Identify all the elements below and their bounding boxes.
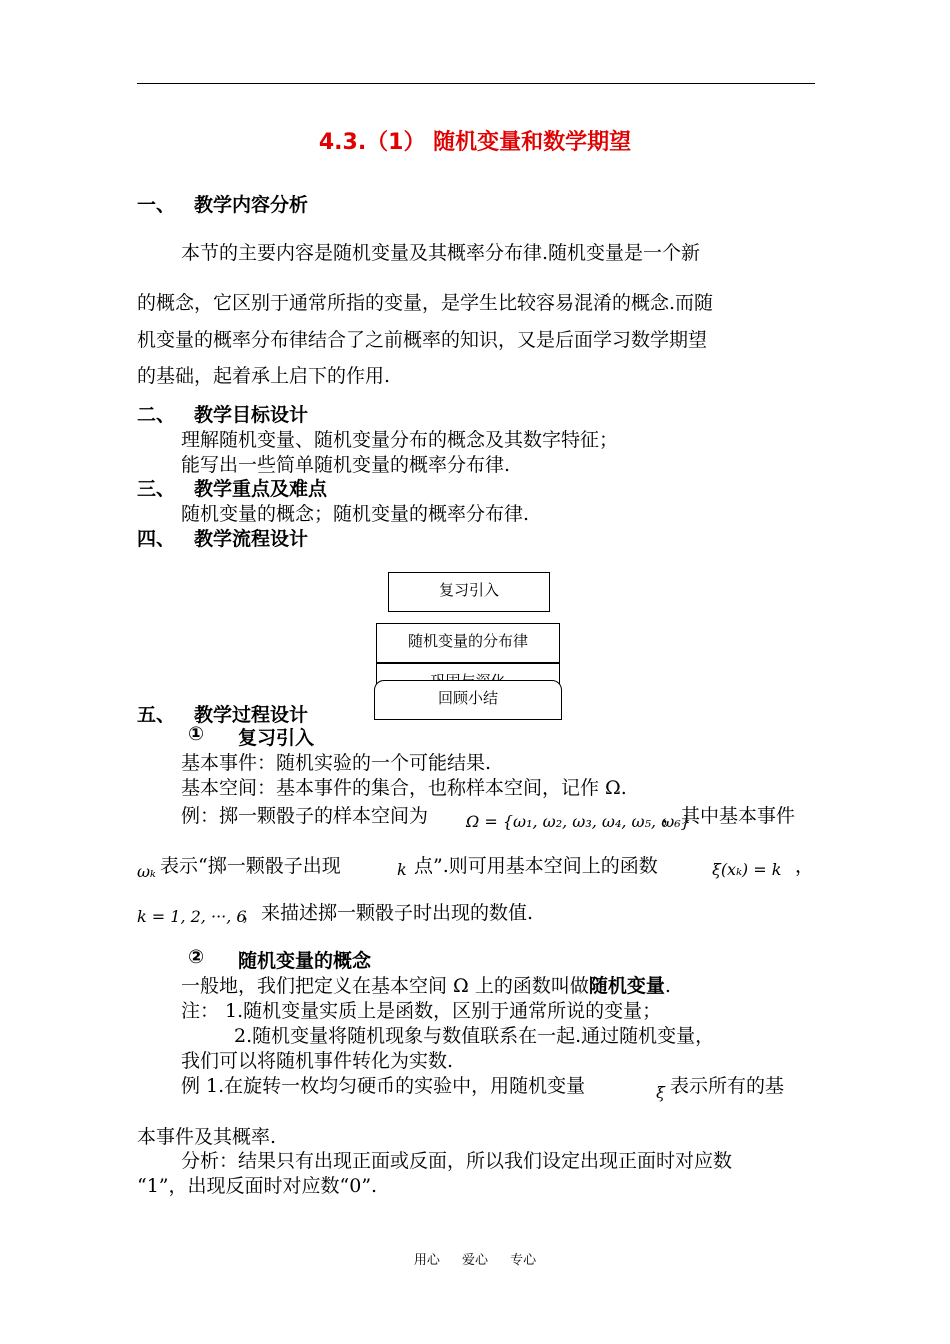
- subsection-2-heading: 随机变量的概念: [238, 950, 372, 972]
- paragraph-line: 表示“掷一颗骰子出现: [160, 855, 341, 877]
- section-1-heading: 教学内容分析: [194, 194, 309, 216]
- paragraph-line: 基本空间：基本事件的集合，也称样本空间，记作 Ω.: [181, 777, 627, 799]
- example-line: 本事件及其概率.: [137, 1126, 277, 1148]
- paragraph-line: ，来描述掷一颗骰子时出现的数值.: [242, 902, 534, 924]
- note-line: 我们可以将随机事件转化为实数.: [181, 1050, 454, 1072]
- subsection-2-number: ②: [188, 946, 205, 968]
- section-5-heading: 教学过程设计: [194, 704, 309, 726]
- subsection-1-number: ①: [188, 723, 205, 745]
- note-line: 注： 1.随机变量实质上是函数，区别于通常所说的变量；: [181, 1000, 662, 1022]
- definition-line: [181, 971, 671, 998]
- paragraph-line: ，: [795, 855, 815, 877]
- section-2-line: 理解随机变量、随机变量分布的概念及其数字特征；: [181, 429, 619, 451]
- page-title: 4.3.（1） 随机变量和数学期望: [318, 130, 632, 155]
- example-line: 例 1.在旋转一枚均匀硬币的实验中，用随机变量: [181, 1075, 586, 1097]
- math-sample-space: Ω = {ω₁, ω₂, ω₃, ω₄, ω₅, ω₆}: [466, 812, 691, 831]
- math-function: ξ(xₖ) = k: [712, 860, 782, 879]
- section-4-number: 四、: [137, 528, 176, 550]
- paragraph-line: ，其中基本事件: [662, 805, 796, 827]
- math-xi: ξ: [656, 1083, 665, 1102]
- analysis-line: “1”，出现反面时对应数“0”.: [137, 1175, 378, 1197]
- section-1-number: 一、: [137, 194, 176, 216]
- page-footer: 用心 爱心 专心: [413, 1253, 537, 1268]
- note-line: 2.随机变量将随机现象与数值联系在一起.通过随机变量，: [234, 1025, 715, 1047]
- section-2-heading: 教学目标设计: [194, 404, 309, 426]
- paragraph-line: 例：掷一颗骰子的样本空间为: [181, 805, 429, 827]
- flow-box-distribution: 随机变量的分布律: [376, 623, 560, 663]
- flow-box-review: 复习引入: [388, 572, 550, 612]
- subsection-1-heading: 复习引入: [238, 727, 315, 749]
- math-k-range: k = 1, 2, ···, 6: [137, 907, 247, 926]
- section-1-line: 的概念，它区别于通常所指的变量，是学生比较容易混淆的概念.而随: [137, 292, 714, 314]
- section-2-line: 能写出一些简单随机变量的概率分布律.: [181, 454, 511, 476]
- math-k: k: [397, 860, 407, 879]
- flow-box-summary: 回顾小结: [374, 680, 562, 720]
- section-3-line: 随机变量的概念；随机变量的概率分布律.: [181, 503, 530, 525]
- analysis-line: 分析：结果只有出现正面或反面，所以我们设定出现正面时对应数: [181, 1150, 733, 1172]
- section-1-line: 本节的主要内容是随机变量及其概率分布律.随机变量是一个新: [181, 242, 701, 264]
- paragraph-line: 基本事件：随机实验的一个可能结果.: [181, 752, 492, 774]
- math-omega-k: ωₖ: [137, 862, 156, 881]
- paragraph-line: 点”.则可用基本空间上的函数: [414, 855, 658, 877]
- definition-text: 一般地，我们把定义在基本空间 Ω 上的函数叫做: [181, 975, 589, 997]
- section-4-heading: 教学流程设计: [194, 528, 309, 550]
- example-line: 表示所有的基: [670, 1075, 785, 1097]
- header-rule: [137, 83, 815, 84]
- keyword-random-variable: 随机变量: [588, 975, 665, 997]
- section-1-line: 机变量的概率分布律结合了之前概率的知识，又是后面学习数学期望: [137, 329, 708, 351]
- section-5-number: 五、: [137, 704, 176, 726]
- section-2-number: 二、: [137, 404, 176, 426]
- definition-period: .: [664, 975, 671, 997]
- section-1-line: 的基础，起着承上启下的作用.: [137, 365, 391, 387]
- section-3-number: 三、: [137, 478, 176, 500]
- section-3-heading: 教学重点及难点: [194, 478, 328, 500]
